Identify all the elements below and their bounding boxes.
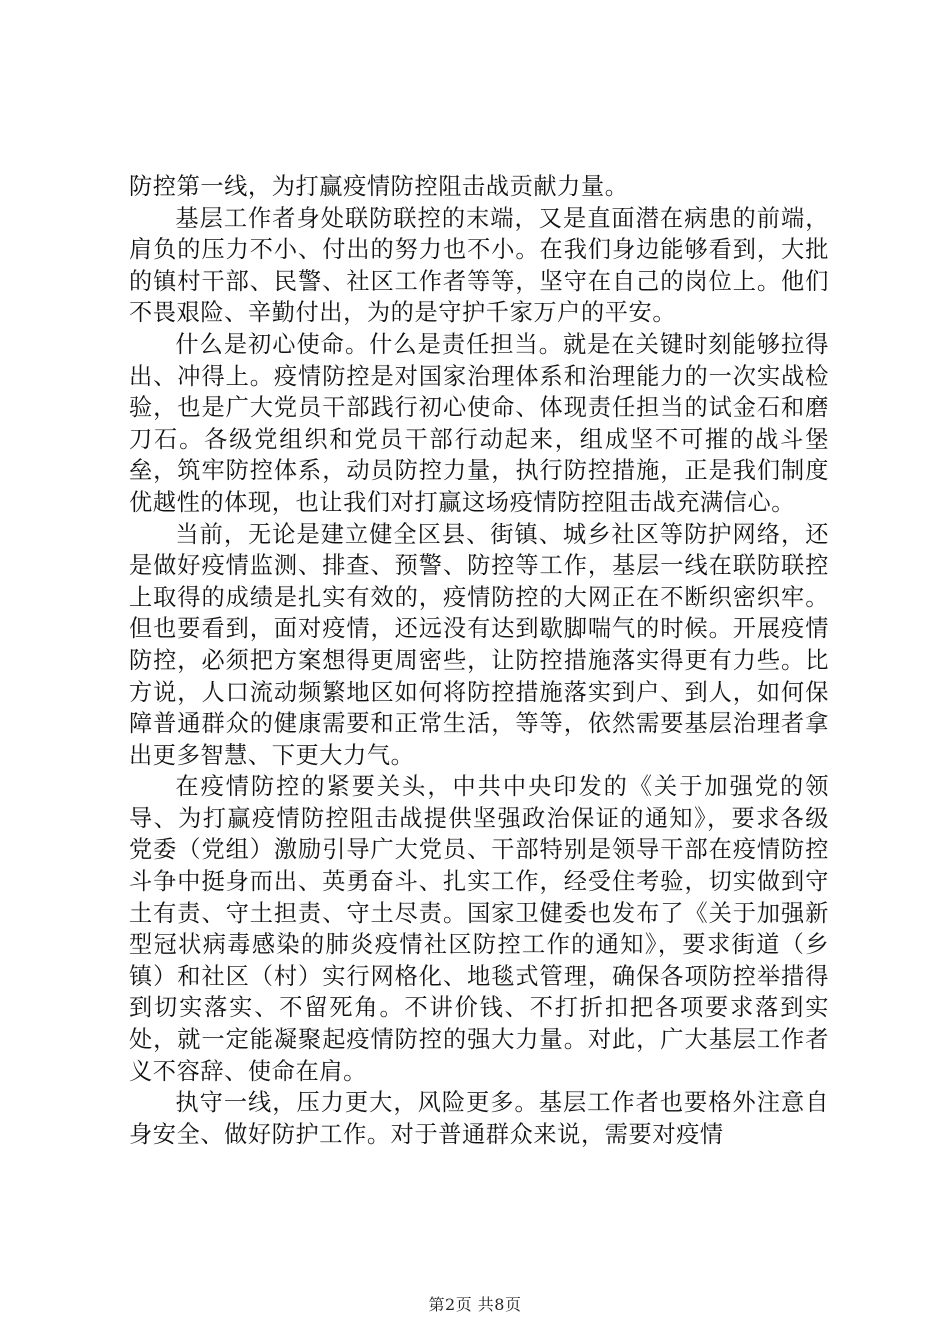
paragraph-continuation: 防控第一线，为打赢疫情防控阻击战贡献力量。 <box>129 173 629 200</box>
paragraph: 在疫情防控的紧要关头，中共中央印发的《关于加强党的领导、为打赢疫情防控阻击战提供坚强政治保证的通知》，要求各级党委（党组）激励引导广大党员、干部特别是领导干部在疫情防控斗争中挺身而出、英勇奋斗、扎实工作，经受住考验，切实做到守土有责、守土担责、守土尽责。国家卫健委也发布了《关于加强新型冠状病毒感染的肺炎疫情社区防控工作的通知》，要求街道（乡镇）和社区（村）实行网格化、地毯式管理，确保各项防控举措得到切实落实、不留死角。不讲价钱、不打折扣把各项要求落到实处，就一定能凝聚起疫情防控的强大力量。对此，广大基层工作者义不容辞、使命在肩。 <box>129 773 829 1085</box>
page-number-footer: 第2页 共8页 <box>428 1295 522 1314</box>
paragraph: 当前，无论是建立健全区县、街镇、城乡社区等防护网络，还是做好疫情监测、排查、预警、防控等工作，基层一线在联防联控上取得的成绩是扎实有效的，疫情防控的大网正在不断织密织牢。但也要看到，面对疫情，还远没有达到歇脚喘气的时候。开展疫情防控，必须把方案想得更周密些，让防控措施落实得更有力些。比方说，人口流动频繁地区如何将防控措施落实到户、到人，如何保障普通群众的健康需要和正常生活，等等，依然需要基层治理者拿出更多智慧、下更大力气。 <box>129 520 829 769</box>
document-body <box>129 171 829 1150</box>
paragraph: 执守一线，压力更大，风险更多。基层工作者也要格外注意自身安全、做好防护工作。对于普通群众来说，需要对疫情 <box>129 1089 829 1148</box>
paragraph: 基层工作者身处联防联控的末端，又是直面潜在病患的前端，肩负的压力不小、付出的努力也不小。在我们身边能够看到，大批的镇村干部、民警、社区工作者等等，坚守在自己的岗位上。他们不畏艰险、辛勤付出，为的是守护千家万户的平安。 <box>129 204 829 327</box>
paragraph: 什么是初心使命。什么是责任担当。就是在关键时刻能够拉得出、冲得上。疫情防控是对国家治理体系和治理能力的一次实战检验，也是广大党员干部践行初心使命、体现责任担当的试金石和磨刀石。各级党组织和党员干部行动起来，组成坚不可摧的战斗堡垒，筑牢防控体系，动员防控力量，执行防控措施，正是我们制度优越性的体现，也让我们对打赢这场疫情防控阻击战充满信心。 <box>129 330 829 516</box>
